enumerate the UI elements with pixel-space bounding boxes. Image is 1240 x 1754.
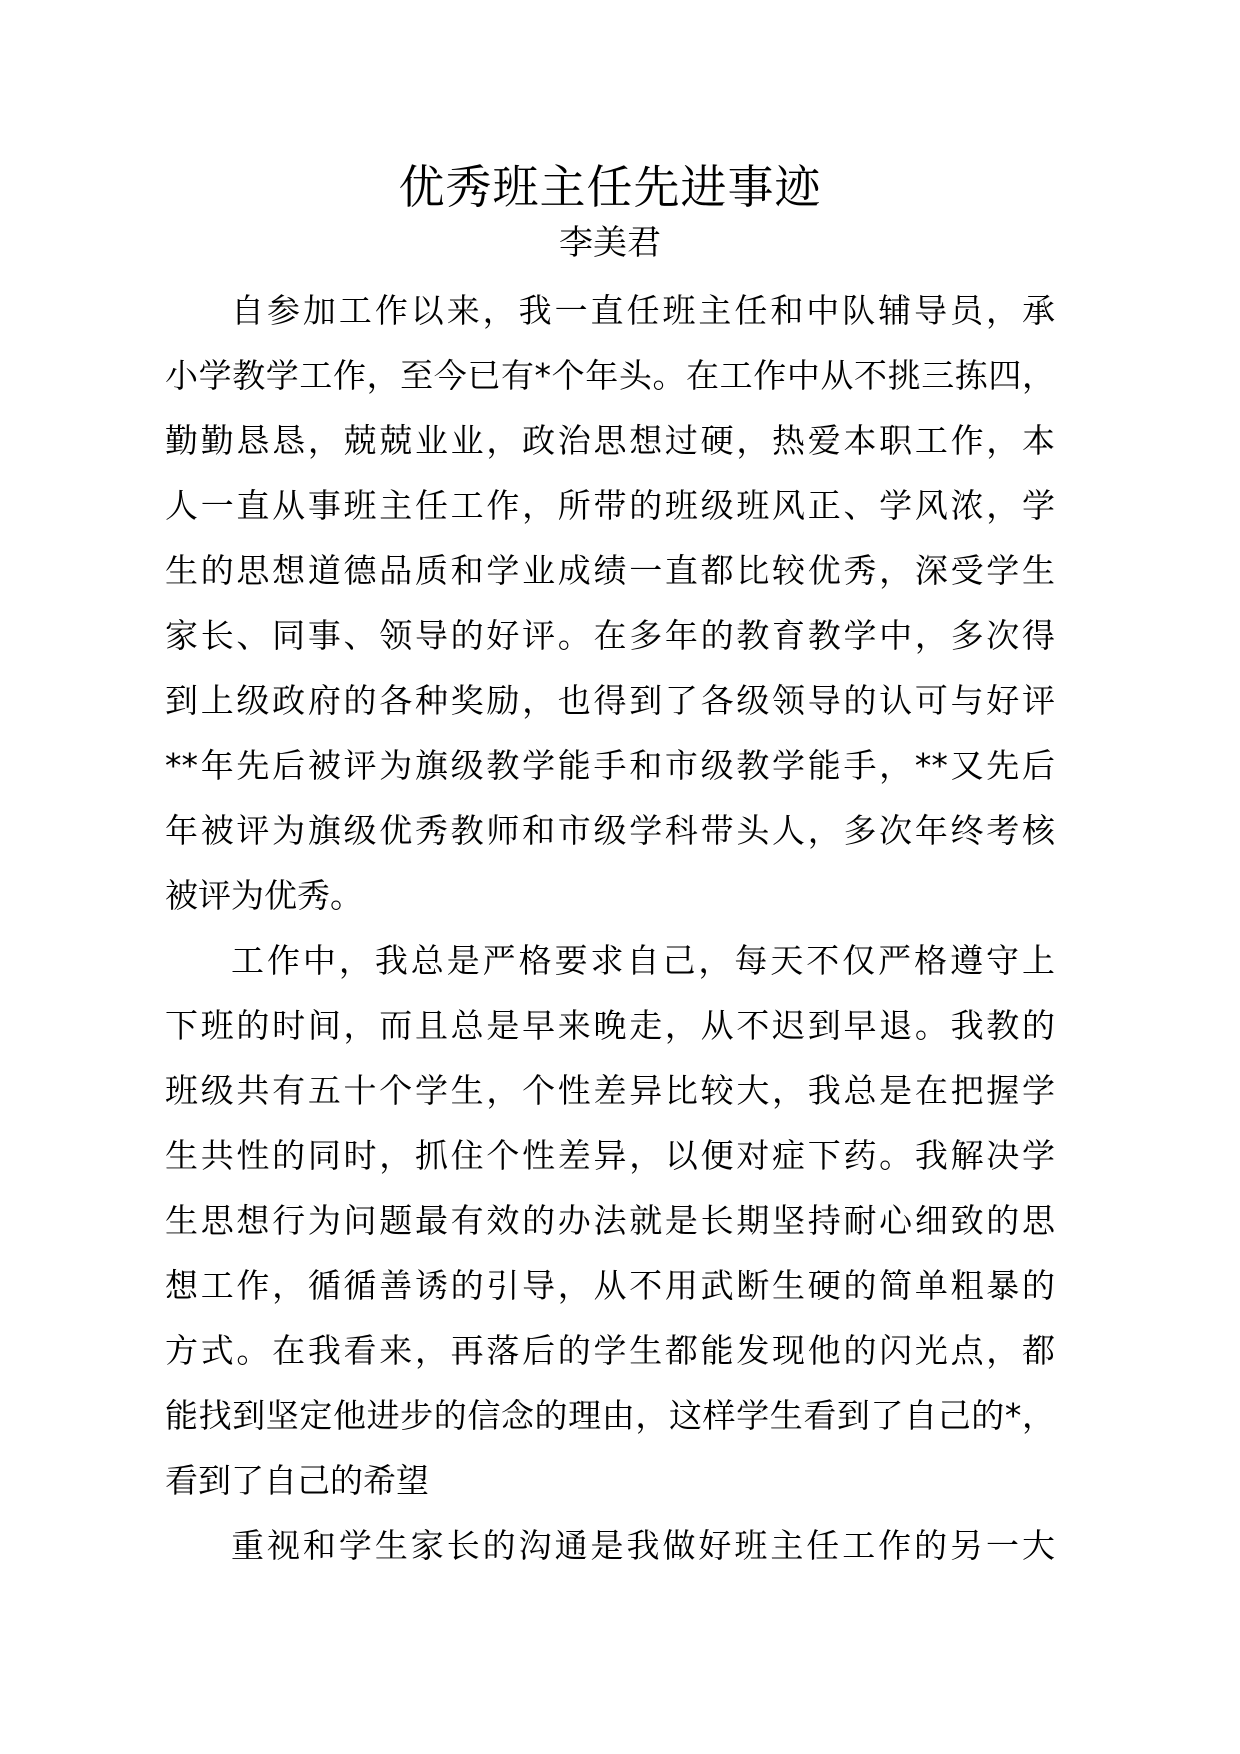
document-body (165, 278, 1055, 1578)
document-title: 优秀班主任先进事迹 (398, 160, 822, 214)
text-line: 方式。在我看来，再落后的学生都能发现他的闪光点，都 (165, 1331, 1055, 1370)
text-line: 看到了自己的希望 (165, 1461, 429, 1500)
text-line: 年被评为旗级优秀教师和市级学科带头人，多次年终考核 (165, 811, 1055, 850)
text-line: 班级共有五十个学生，个性差异比较大，我总是在把握学 (165, 1071, 1055, 1110)
text-line: 勤勤恳恳，兢兢业业，政治思想过硬，热爱本职工作，本 (165, 421, 1055, 460)
paragraph (165, 278, 1055, 928)
text-line: 工作中，我总是严格要求自己，每天不仅严格遵守上 (231, 941, 1055, 980)
text-line: **年先后被评为旗级教学能手和市级教学能手，**又先后 (165, 746, 1055, 785)
text-line: 能找到坚定他进步的信念的理由，这样学生看到了自己的*， (165, 1396, 1055, 1435)
text-line: 想工作，循循善诱的引导，从不用武断生硬的简单粗暴的 (165, 1266, 1055, 1305)
text-line: 生思想行为问题最有效的办法就是长期坚持耐心细致的思 (165, 1201, 1055, 1240)
text-line: 生共性的同时，抓住个性差异，以便对症下药。我解决学 (165, 1136, 1055, 1175)
text-line: 下班的时间，而且总是早来晚走，从不迟到早退。我教的 (165, 1006, 1055, 1045)
text-line: 小学教学工作，至今已有*个年头。在工作中从不挑三拣四， (165, 356, 1055, 395)
text-line: 被评为优秀。 (165, 876, 363, 915)
document-content (165, 158, 1055, 1578)
paragraph (165, 1513, 1055, 1578)
text-line: 重视和学生家长的沟通是我做好班主任工作的另一大 (231, 1526, 1055, 1565)
document-author: 李美君 (559, 223, 661, 263)
text-line: 家长、同事、领导的好评。在多年的教育教学中，多次得 (165, 616, 1055, 655)
text-line: 生的思想道德品质和学业成绩一直都比较优秀，深受学生 (165, 551, 1055, 590)
paragraph (165, 928, 1055, 1513)
text-line: 到上级政府的各种奖励，也得到了各级领导的认可与好评 (165, 681, 1055, 720)
text-line: 自参加工作以来，我一直任班主任和中队辅导员，承 (231, 291, 1055, 330)
text-line: 人一直从事班主任工作，所带的班级班风正、学风浓，学 (165, 486, 1055, 525)
